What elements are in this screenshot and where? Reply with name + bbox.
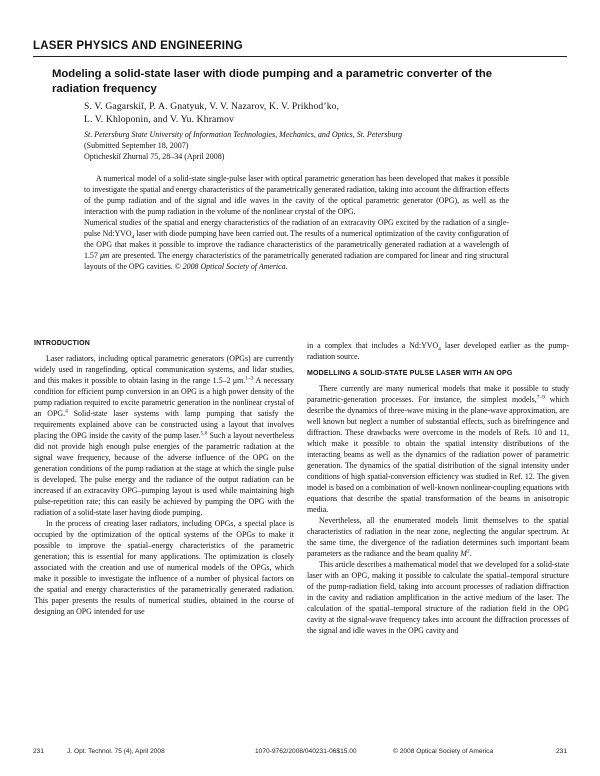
ref-sup: 1–3 [245, 375, 254, 382]
authors-line-2: L. V. Khloponin, and V. Yu. Khramov [84, 114, 234, 125]
abstract-text-c: are presented. The energy characteristics of the parametrically generated radiation are compared for linear and ring structural layouts of the OPG cavities. [84, 251, 509, 271]
intro-text-a: Laser radiators, including optical parametric generators (OPGs) are currently widely used in rangefinding, optical communication systems, and lidar studies, and this makes it possible to obtain lasing in the range 1.5–2 μm. [34, 354, 294, 385]
introduction-heading: INTRODUCTION [34, 340, 91, 347]
affiliation: St. Petersburg State University of Information Technologies, Mechanics, and Optics, St. Petersburg [84, 130, 403, 139]
intro-paragraph-2: In the process of creating laser radiators, including OPGs, a special place is occupied by the optimization of the optical systems of the OPGs to make it possible to improve the spatial–energy characteristics of the parametric generation; this is essential for many applications. The optimization is closely associated with the creation and use of numerical models of the OPGs, which make it possible to investigate the influence of a number of physical factors on the spatial and energy characteristics of the parametrically generated radiation. This paper presents the results of numerical studies, obtained in the course of designing an OPG intended for use [34, 519, 294, 616]
intro-text-d: Such a layout nevertheless did not provide high enough pulse energies of the parametric radiation at the signal wave frequency, because of the adverse influence of the OPG on the generation conditions of the pump radiation at the stage at which the single pulse is developed. The pulse energy and the radiance of the output radiation can be increased if an extracavity OPG–pumping layout is used while maintaining high pulse-repetition rate; this can easily be achieved by pumping the OPG with the radiation of a solid-state laser having diode pumping. [34, 431, 294, 517]
footer-journal: J. Opt. Technol. 75 (4), April 2008 [67, 748, 165, 755]
model-text-b: which describe the dynamics of three-wave mixing in the plane-wave approximation, are well known but neglect a number of substantial effects, such as birefringence and diffraction. These drawbacks were overcome in the models of Refs. 10 and 11, which make it possible to obtain the spatial intensity distributions of the interacting beams as well as the dynamics of the radiation power of parametric generation. The dynamics of the spatial distribution of the signal intensity under conditions of high spatial-conversion efficiency was studied in Ref. 12. The given model is based on a combination of well-known nonlinear-coupling equations with equations that describe the spatial transformation of the beams in anisotropic media. [307, 395, 569, 514]
model-text-c: Nevertheless, all the enumerated models limit themselves to the spatial characteristics of radiation in the near zone, neglecting the angular spectrum. At the same time, the divergence of the radiation determines such important beam parameters as the radiance and the beam quality [307, 516, 569, 558]
intro-text-b: A necessary condition for efficient pump conversion in an OPG is a high power density of the pump radiation required to excite parametric generation in the nonlinear crystal of an OPG. [34, 376, 294, 418]
beam-quality-symbol: M [460, 549, 467, 558]
abstract-paragraph-1: A numerical model of a solid-state single-pulse laser with optical parametric generation has been developed that makes it possible to investigate the spatial and energy characteristics of the parametrically generated radiation, taking into account the diffraction effects of the pump radiation and of the signal and idle waves in the cavity of the optical parametric generator (OPG), as well as the interaction with the pump radiation in the volume of the nonlinear crystal of the OPG. [84, 174, 509, 216]
authors-line-1: S. V. Gagarskiĭ, P. A. Gnatyuk, V. V. Nazarov, K. V. Prikhod’ko, [84, 101, 340, 112]
beam-quality-sup: 2 [466, 548, 470, 555]
modelling-heading: MODELLING A SOLID-STATE PULSE LASER WITH AN OPG [307, 370, 513, 377]
journal-reference: Opticheskiĭ Zhurnal 75, 28–34 (April 2008) [84, 152, 225, 161]
section-header: LASER PHYSICS AND ENGINEERING [33, 40, 243, 52]
abstract-text-a: Numerical studies of the spatial and energy characteristics of the radiation of an extracavity OPG excited by the radiation of a single-pulse Nd:YVO [84, 218, 509, 238]
abstract-text-b: laser with diode pumping have been carried out. The results of a numerical optimization of the cavity configuration of the OPG that makes it possible to improve the radiance characteristics of the parametrically generated radiation at a wavelength of 1.57 [84, 229, 510, 260]
model-text-a: There currently are many numerical models that make it possible to study parametric-generation processes. For instance, the simplest models, [307, 384, 569, 404]
header-rule [33, 56, 567, 57]
model-paragraph-2 [307, 515, 569, 559]
abstract-subscript: 4 [131, 234, 135, 241]
model-paragraph-3: This article describes a mathematical model that we developed for a solid-state laser with an OPG, making it possible to calculate the spatial–temporal structure of the pump-radiation field, taking into account processes of radiation diffraction in the cavity and radiation amplification in the active medium of the laser. The calculation of the spatial–temporal structure of the radiation field in the OPG cavity at the signal-wave frequency takes into account the diffraction processes of the signal and idle waves in the OPG cavity and [307, 560, 569, 635]
ref-sup: 4 [65, 408, 68, 415]
right-column [307, 340, 569, 636]
model-paragraph-1 [307, 383, 569, 515]
intro-paragraph-1 [34, 353, 294, 518]
footer-copyright: © 2008 Optical Society of America [393, 748, 494, 755]
ref-sup: 7–9 [536, 394, 545, 401]
intro-text-c: Solid-state laser systems with lamp pumping that satisfy the requirements explained above can be constructed using a layout that involves placing the OPG inside the cavity of the pump laser. [34, 409, 294, 440]
continued-text-b: laser developed earlier as the pump-radiation source. [307, 341, 569, 361]
affiliation-block [84, 129, 554, 162]
footer-code: 1070-9762/2008/040231-06$15.00 [255, 748, 357, 755]
abstract-copyright: © 2008 Optical Society of America. [174, 262, 288, 271]
continued-paragraph [307, 340, 569, 362]
paper-title: Modeling a solid-state laser with diode pumping and a parametric converter of the radiation frequency [52, 68, 493, 95]
abstract-unit: μm [99, 251, 110, 260]
authors [84, 100, 524, 126]
abstract [84, 173, 509, 272]
abstract-paragraph-2 [84, 217, 509, 272]
model-text-d: . [469, 549, 472, 558]
page-number-right: 231 [555, 748, 567, 755]
continued-text-a: in a complex that includes a Nd:YVO [307, 341, 439, 350]
left-column [34, 340, 294, 617]
continued-subscript: 4 [438, 346, 441, 353]
ref-sup: 5,6 [200, 430, 208, 437]
page-number-left: 231 [33, 748, 45, 755]
submitted-date: (Submitted September 18, 2007) [84, 141, 189, 150]
